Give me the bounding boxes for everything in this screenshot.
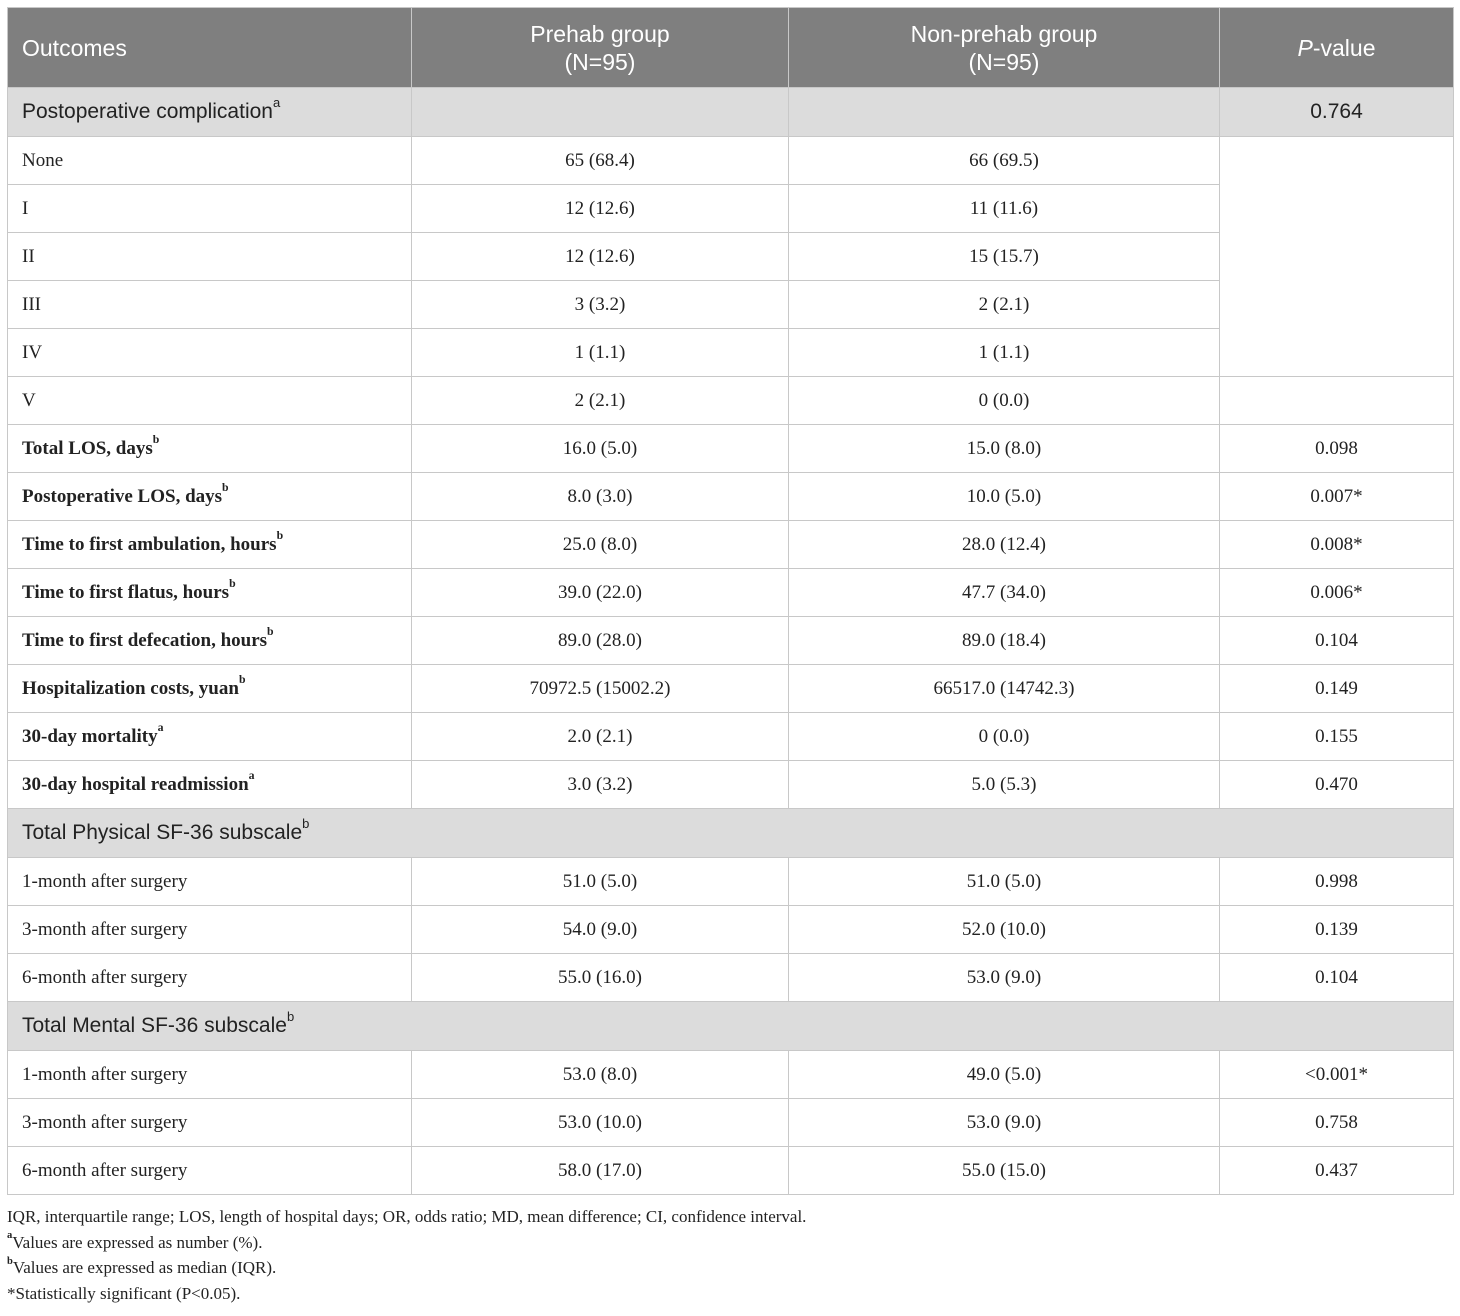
table-row (8, 954, 1454, 1002)
table-row (8, 137, 1454, 185)
outcomes-table (7, 7, 1454, 1195)
row-label: IV (8, 329, 412, 377)
prehab-value: 3.0 (3.2) (412, 761, 789, 809)
row-label: Postoperative LOS, days$^b$ (8, 473, 412, 521)
prehab-value: 8.0 (3.0) (412, 473, 789, 521)
row-label: None (8, 137, 412, 185)
p-value-merged (1220, 137, 1454, 377)
nonprehab-value: 66517.0 (14742.3) (789, 665, 1220, 713)
table-row (8, 617, 1454, 665)
table-row (8, 1051, 1454, 1099)
prehab-value: 1 (1.1) (412, 329, 789, 377)
prehab-value: 2 (2.1) (412, 377, 789, 425)
section-pvalue: 0.764 (1220, 88, 1454, 137)
section-label: Total Mental SF-36 subscale$^b$ (8, 1002, 1454, 1051)
nonprehab-value: 51.0 (5.0) (789, 858, 1220, 906)
nonprehab-value: 47.7 (34.0) (789, 569, 1220, 617)
header-nonprehab: Non-prehab group (N=95) (789, 8, 1220, 88)
table-row (8, 761, 1454, 809)
nonprehab-value: 28.0 (12.4) (789, 521, 1220, 569)
p-value: 0.008* (1220, 521, 1454, 569)
nonprehab-value: 89.0 (18.4) (789, 617, 1220, 665)
table-row (8, 473, 1454, 521)
nonprehab-value: 53.0 (9.0) (789, 1099, 1220, 1147)
row-label: Total LOS, days$^b$ (8, 425, 412, 473)
footnote-b: $^b$Values are expressed as median (IQR). (7, 1255, 277, 1277)
row-label: V (8, 377, 412, 425)
prehab-value: 51.0 (5.0) (412, 858, 789, 906)
section-label: Total Physical SF-36 subscale$^b$ (8, 809, 1454, 858)
nonprehab-value: 1 (1.1) (789, 329, 1220, 377)
nonprehab-value: 11 (11.6) (789, 185, 1220, 233)
p-value: 0.006* (1220, 569, 1454, 617)
prehab-value: 25.0 (8.0) (412, 521, 789, 569)
nonprehab-value: 52.0 (10.0) (789, 906, 1220, 954)
footnote-a: $^a$Values are expressed as number (%). (7, 1230, 263, 1252)
prehab-value: 54.0 (9.0) (412, 906, 789, 954)
table-row (8, 665, 1454, 713)
row-label: 1-month after surgery (8, 1051, 412, 1099)
prehab-value: 70972.5 (15002.2) (412, 665, 789, 713)
p-value: 0.155 (1220, 713, 1454, 761)
nonprehab-value: 10.0 (5.0) (789, 473, 1220, 521)
table-row (8, 521, 1454, 569)
p-value: 0.758 (1220, 1099, 1454, 1147)
p-value-empty (1220, 377, 1454, 425)
prehab-value: 89.0 (28.0) (412, 617, 789, 665)
p-value: 0.139 (1220, 906, 1454, 954)
row-label: 30-day hospital readmission$^a$ (8, 761, 412, 809)
section-label: Postoperative complication$^a$ (8, 88, 412, 137)
nonprehab-value: 0 (0.0) (789, 713, 1220, 761)
header-outcomes: Outcomes (8, 8, 412, 88)
prehab-value: 53.0 (8.0) (412, 1051, 789, 1099)
row-label: I (8, 185, 412, 233)
row-label: Hospitalization costs, yuan$^b$ (8, 665, 412, 713)
prehab-value: 12 (12.6) (412, 233, 789, 281)
prehab-value: 55.0 (16.0) (412, 954, 789, 1002)
p-value: 0.007* (1220, 473, 1454, 521)
p-value: 0.104 (1220, 617, 1454, 665)
prehab-value: 3 (3.2) (412, 281, 789, 329)
row-label: Time to first defecation, hours$^b$ (8, 617, 412, 665)
header-pvalue: P-value (1220, 8, 1454, 88)
p-value: 0.998 (1220, 858, 1454, 906)
prehab-value: 12 (12.6) (412, 185, 789, 233)
prehab-value: 39.0 (22.0) (412, 569, 789, 617)
table-row (8, 906, 1454, 954)
prehab-value: 53.0 (10.0) (412, 1099, 789, 1147)
prehab-value: 16.0 (5.0) (412, 425, 789, 473)
row-label: 3-month after surgery (8, 906, 412, 954)
section-row-physical (8, 809, 1454, 858)
p-value: <0.001* (1220, 1051, 1454, 1099)
p-value: 0.470 (1220, 761, 1454, 809)
table-row (8, 1099, 1454, 1147)
row-label: III (8, 281, 412, 329)
table-row (8, 713, 1454, 761)
prehab-value: 2.0 (2.1) (412, 713, 789, 761)
table-row (8, 858, 1454, 906)
header-row (8, 8, 1454, 88)
table-row (8, 569, 1454, 617)
footnote-significance: *Statistically significant (P<0.05). (7, 1283, 241, 1303)
nonprehab-value: 55.0 (15.0) (789, 1147, 1220, 1195)
nonprehab-value: 15.0 (8.0) (789, 425, 1220, 473)
nonprehab-value: 0 (0.0) (789, 377, 1220, 425)
nonprehab-value: 53.0 (9.0) (789, 954, 1220, 1002)
section-row-complication (8, 88, 1454, 137)
table-row (8, 425, 1454, 473)
p-value: 0.149 (1220, 665, 1454, 713)
header-prehab: Prehab group (N=95) (412, 8, 789, 88)
row-label: II (8, 233, 412, 281)
row-label: 6-month after surgery (8, 954, 412, 1002)
table-footnotes (7, 1204, 1453, 1306)
prehab-value: 58.0 (17.0) (412, 1147, 789, 1195)
row-label: Time to first flatus, hours$^b$ (8, 569, 412, 617)
table-container (7, 7, 1453, 1306)
row-label: 6-month after surgery (8, 1147, 412, 1195)
nonprehab-value: 66 (69.5) (789, 137, 1220, 185)
footnote-abbreviations: IQR, interquartile range; LOS, length of hospital days; OR, odds ratio; MD, mean difference; CI, confidence interval. (7, 1207, 807, 1226)
nonprehab-value: 49.0 (5.0) (789, 1051, 1220, 1099)
nonprehab-value: 15 (15.7) (789, 233, 1220, 281)
p-value: 0.098 (1220, 425, 1454, 473)
section-row-mental (8, 1002, 1454, 1051)
row-label: Time to first ambulation, hours$^b$ (8, 521, 412, 569)
table-row (8, 1147, 1454, 1195)
table-row (8, 377, 1454, 425)
nonprehab-value: 5.0 (5.3) (789, 761, 1220, 809)
nonprehab-value: 2 (2.1) (789, 281, 1220, 329)
prehab-value: 65 (68.4) (412, 137, 789, 185)
row-label: 1-month after surgery (8, 858, 412, 906)
row-label: 3-month after surgery (8, 1099, 412, 1147)
p-value: 0.104 (1220, 954, 1454, 1002)
p-value: 0.437 (1220, 1147, 1454, 1195)
row-label: 30-day mortality$^a$ (8, 713, 412, 761)
